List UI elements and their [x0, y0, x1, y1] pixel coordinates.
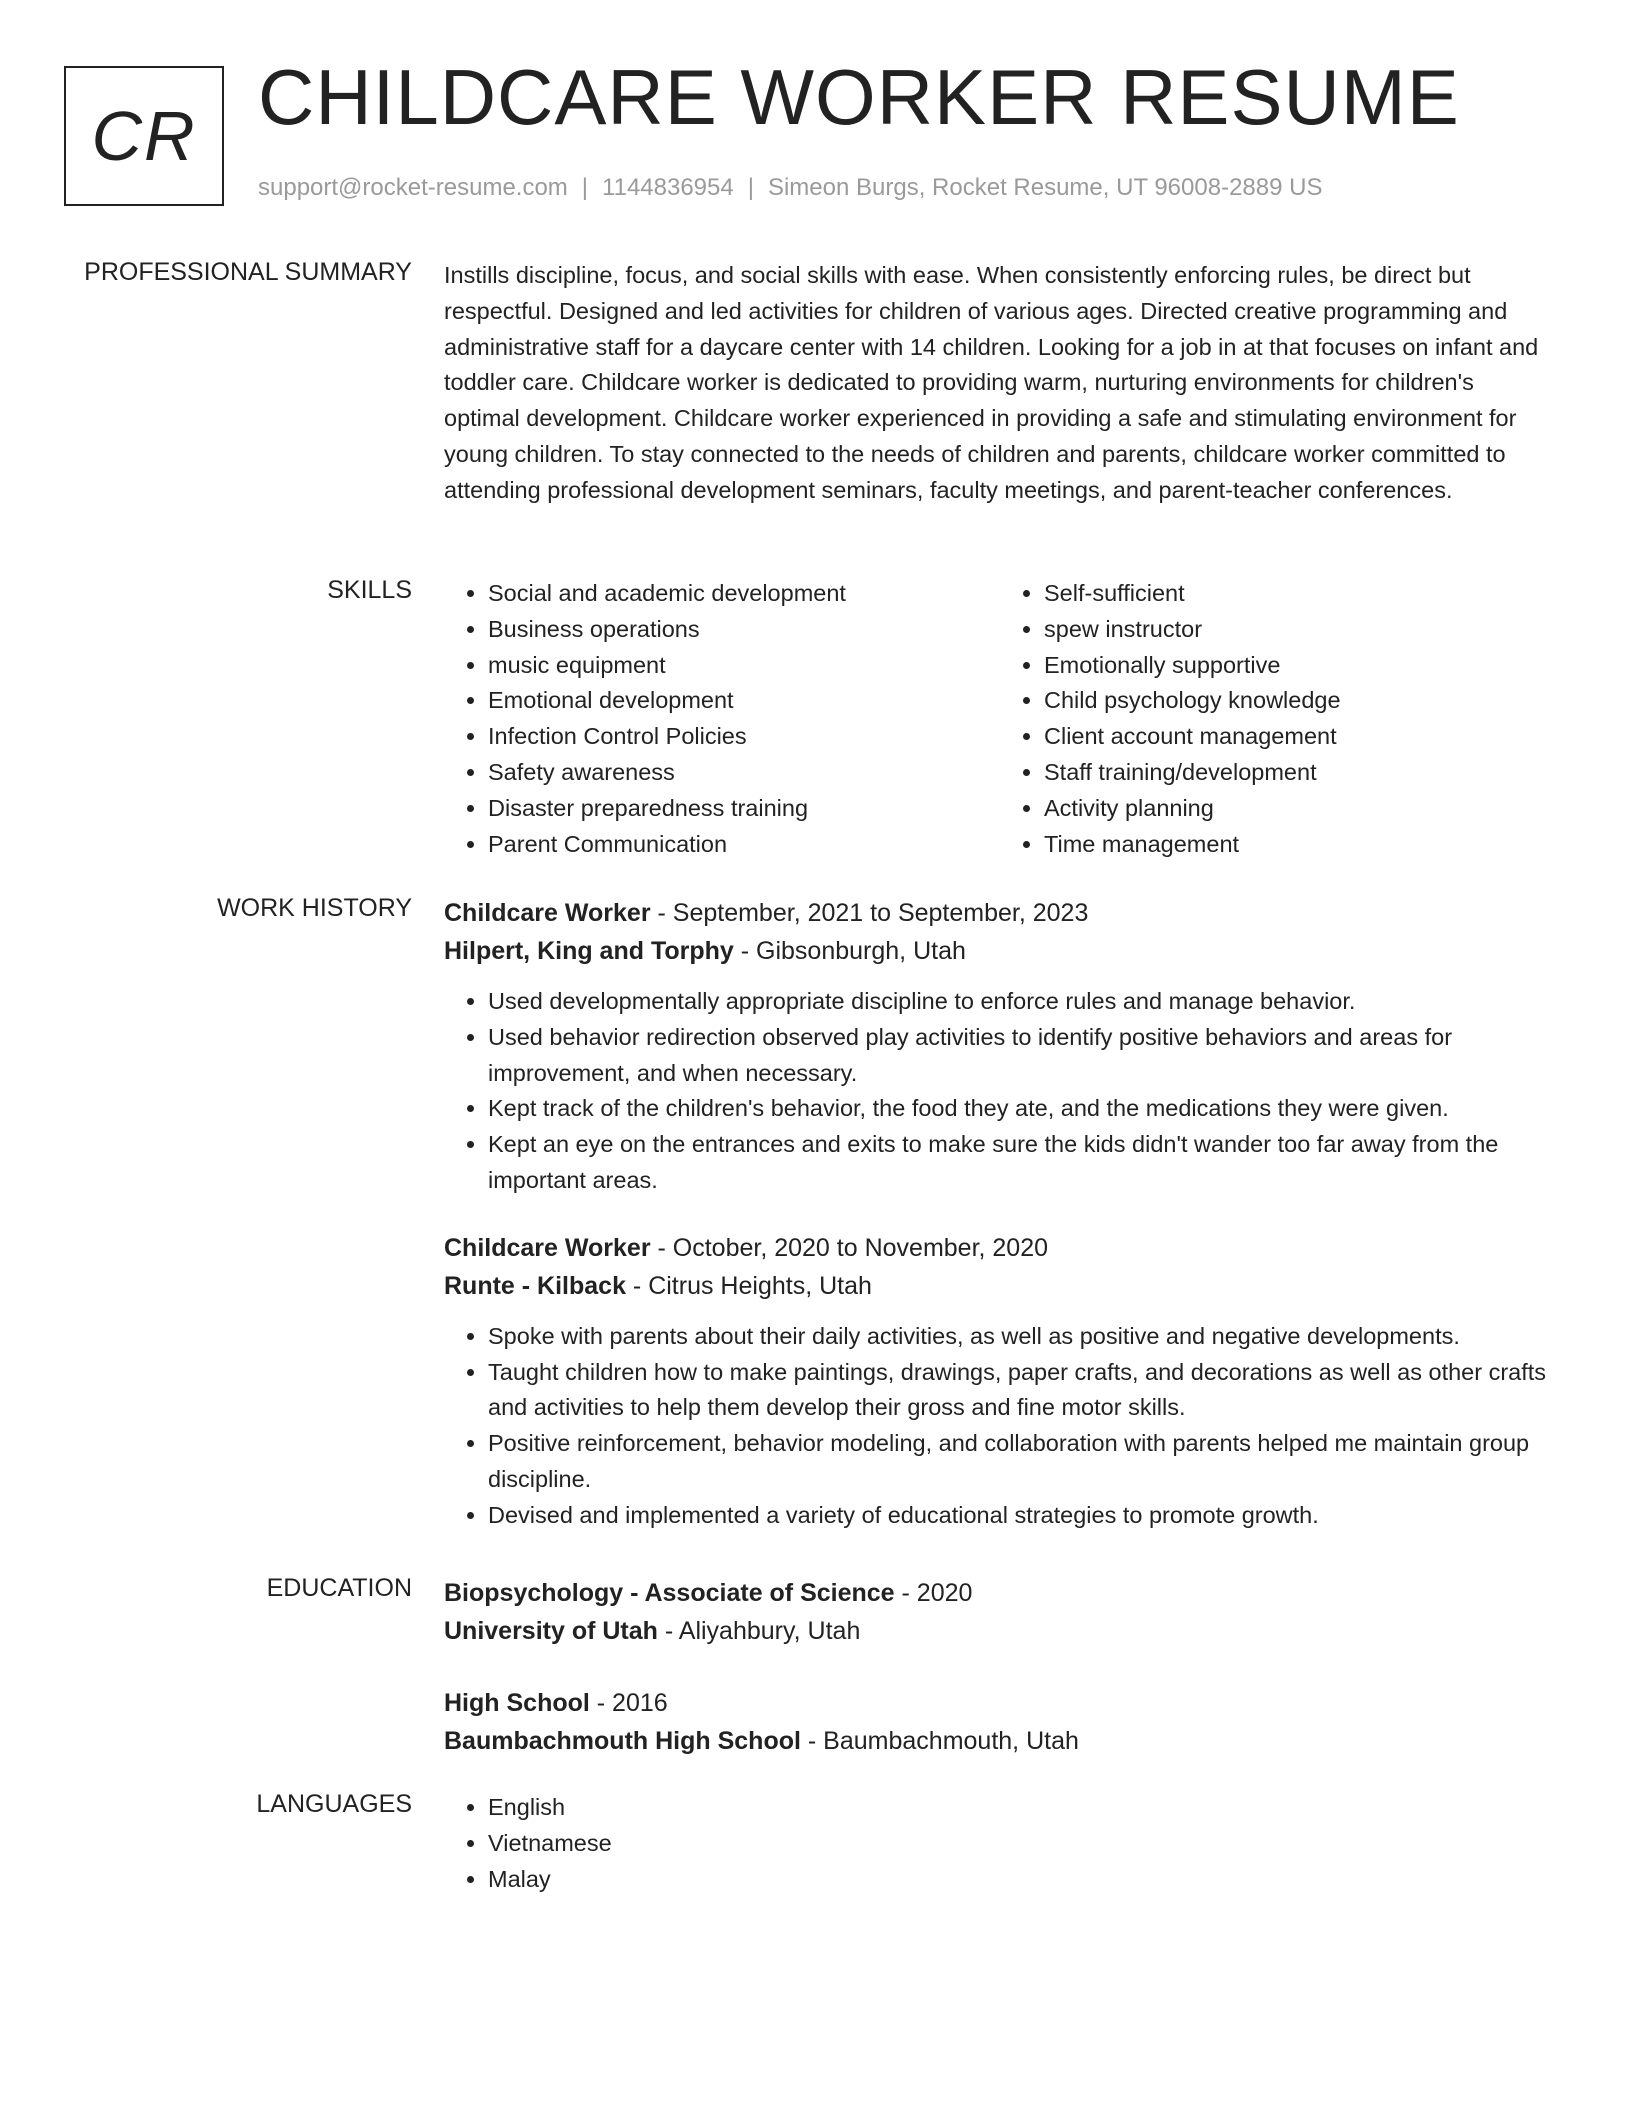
job-bullet: • Kept track of the children's behavior, the food they ate, and the medications they were given. [488, 1091, 1556, 1127]
work-history-heading: WORK HISTORY [217, 894, 412, 922]
skill-item: • Safety awareness [488, 755, 1000, 791]
languages-list [444, 1790, 1556, 1897]
education-location: - Aliyahbury, Utah [657, 1617, 861, 1645]
education-degree-line [444, 1574, 1556, 1612]
skill-item: • Infection Control Policies [488, 719, 1000, 755]
education-location: - Baumbachmouth, Utah [800, 1727, 1079, 1755]
job-bullet: • Devised and implemented a variety of educational strategies to promote growth. [488, 1498, 1556, 1534]
skill-item: • Social and academic development [488, 576, 1000, 612]
job-company: Hilpert, King and Torphy [444, 937, 734, 965]
contact-line [258, 174, 1322, 202]
skill-item: • music equipment [488, 648, 1000, 684]
job-company: Runte - Kilback [444, 1271, 626, 1300]
skill-item: • Staff training/development [1044, 755, 1556, 791]
language-item: • Malay [488, 1862, 1556, 1898]
skill-item: • Disaster preparedness training [488, 791, 1000, 827]
education-year: - 2016 [589, 1689, 668, 1717]
education-degree: High School [444, 1689, 590, 1717]
skill-item: • Emotionally supportive [1044, 648, 1556, 684]
job-bullet: • Taught children how to make paintings, drawings, paper crafts, and decorations as well as other crafts and activities to help them develop their gross and fine motor skills. [488, 1355, 1556, 1427]
resume-title: CHILDCARE WORKER RESUME [258, 53, 1460, 141]
language-item: • English [488, 1790, 1556, 1826]
job-bullets [444, 984, 1556, 1199]
education-entry [444, 1574, 1556, 1650]
skill-item: • Emotional development [488, 683, 1000, 719]
job-bullets [444, 1319, 1556, 1534]
education-school: Baumbachmouth High School [444, 1727, 801, 1755]
skill-item: • Activity planning [1044, 791, 1556, 827]
skill-item: • Time management [1044, 827, 1556, 863]
job-company-line [444, 1267, 1556, 1305]
job-title-line [444, 1229, 1556, 1267]
job-bullet: • Used developmentally appropriate discipline to enforce rules and manage behavior. [488, 984, 1556, 1020]
skill-item: • Client account management [1044, 719, 1556, 755]
job-title-line [444, 894, 1556, 932]
contact-email: support@rocket-resume.com [258, 174, 568, 201]
education-school-line [444, 1722, 1556, 1760]
contact-phone: 1144836954 [602, 174, 734, 201]
job-title: Childcare Worker [444, 1233, 651, 1262]
skills-heading: SKILLS [327, 576, 412, 604]
job-location: - Gibsonburgh, Utah [733, 937, 966, 965]
skill-item: • Parent Communication [488, 827, 1000, 863]
monogram-logo: CR [64, 66, 224, 206]
job-entry [444, 1229, 1556, 1534]
skill-item: • Child psychology knowledge [1044, 683, 1556, 719]
job-bullet: • Positive reinforcement, behavior modeling, and collaboration with parents helped me maintain group discipline. [488, 1426, 1556, 1498]
skills-list-left [444, 576, 1000, 862]
job-company-line [444, 932, 1556, 970]
job-bullet: • Spoke with parents about their daily activities, as well as positive and negative developments. [488, 1319, 1556, 1355]
skill-item: • spew instructor [1044, 612, 1556, 648]
education-entry [444, 1684, 1556, 1760]
languages-heading: LANGUAGES [256, 1790, 412, 1818]
education-degree-line [444, 1684, 1556, 1722]
summary-heading: PROFESSIONAL SUMMARY [84, 258, 412, 286]
skill-item: • Business operations [488, 612, 1000, 648]
education-school: University of Utah [444, 1617, 658, 1645]
contact-address: Simeon Burgs, Rocket Resume, UT 96008-2889 US [767, 174, 1323, 201]
education-school-line [444, 1612, 1556, 1650]
education-year: - 2020 [894, 1579, 973, 1607]
job-bullet: • Kept an eye on the entrances and exits to make sure the kids didn't wander too far away from the important areas. [488, 1127, 1556, 1199]
job-entry [444, 894, 1556, 1199]
language-item: • Vietnamese [488, 1826, 1556, 1862]
summary-text: Instills discipline, focus, and social skills with ease. When consistently enforcing rules, be direct but respectful. Designed and led activities for children of various ages. Directed creative programming and administrative staff for a daycare center with 14 children. Looking for a job in at that focuses on infant and toddler care. Childcare worker is dedicated to providing warm, nurturing environments for children's optimal development. Childcare worker experienced in providing a safe and stimulating environment for young children. To stay connected to the needs of children and parents, childcare worker committed to attending professional development seminars, faculty meetings, and parent-teacher conferences. [444, 262, 1539, 503]
contact-separator: | [581, 174, 589, 201]
job-dates: - September, 2021 to September, 2023 [650, 899, 1089, 927]
skill-item: • Self-sufficient [1044, 576, 1556, 612]
job-bullet: • Used behavior redirection observed play activities to identify positive behaviors and areas for improvement, and when necessary. [488, 1020, 1556, 1092]
contact-separator: | [747, 174, 754, 201]
job-dates: - October, 2020 to November, 2020 [650, 1233, 1049, 1262]
skills-list-right [1000, 576, 1556, 862]
education-heading: EDUCATION [266, 1574, 412, 1602]
job-location: - Citrus Heights, Utah [625, 1271, 872, 1300]
job-title: Childcare Worker [444, 899, 651, 927]
education-degree: Biopsychology - Associate of Science [444, 1579, 895, 1607]
